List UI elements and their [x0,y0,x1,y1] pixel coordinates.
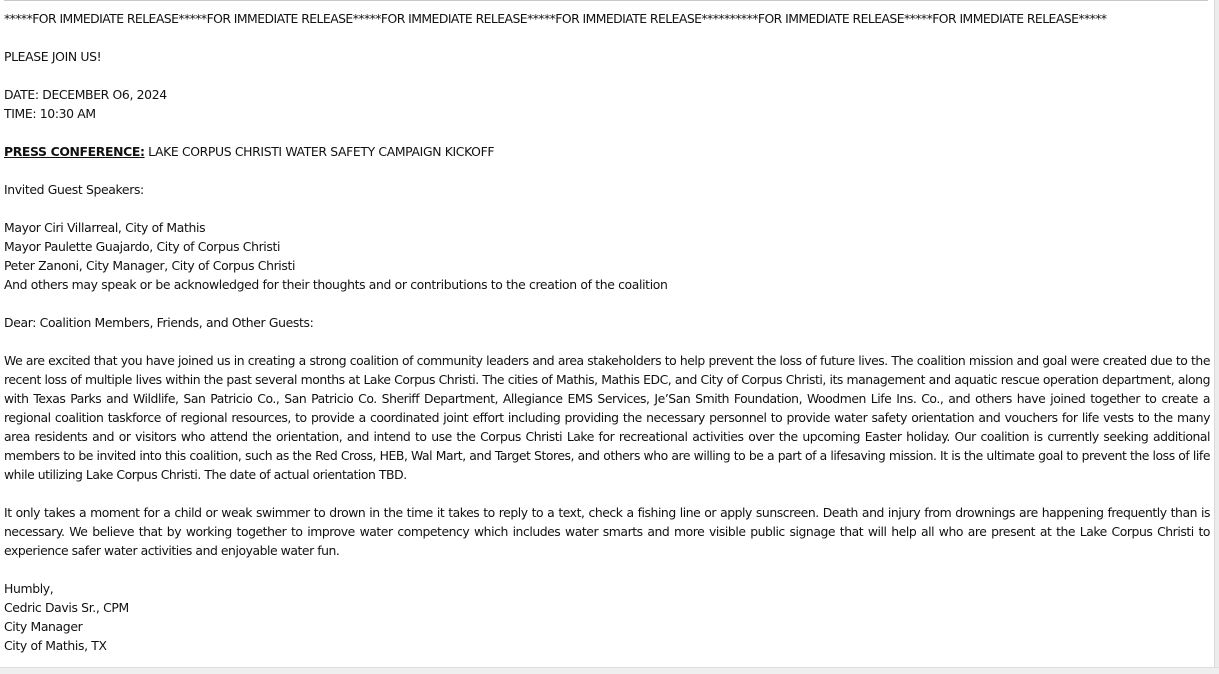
signature-name: Cedric Davis Sr., CPM [4,600,129,615]
invite-line: PLEASE JOIN US! [4,49,102,64]
time-line: TIME: 10:30 AM [4,106,96,121]
speakers-heading: Invited Guest Speakers: [4,182,144,197]
spacer [4,199,1210,218]
press-conference-line [4,142,1210,161]
vertical-scrollbar[interactable] [1214,0,1219,668]
spacer [4,294,1210,313]
spacer [4,332,1210,351]
speaker-item: Mayor Paulette Guajardo, City of Corpus Christi [4,239,281,254]
signature-title: City Manager [4,619,83,634]
salutation: Dear: Coalition Members, Friends, and Other Guests: [4,315,314,330]
date-line: DATE: DECEMBER O6, 2024 [4,87,167,102]
spacer [4,560,1210,579]
horizontal-scrollbar[interactable] [0,667,1219,674]
speaker-item: And others may speak or be acknowledged for their thoughts and or contributions to the creation of the coalition [4,277,668,292]
signature-org: City of Mathis, TX [4,638,107,653]
spacer [4,123,1210,142]
spacer [4,28,1210,47]
speaker-item: Peter Zanoni, City Manager, City of Corpus Christi [4,258,296,273]
spacer [4,66,1210,85]
closing: Humbly, [4,581,54,596]
release-banner: *****FOR IMMEDIATE RELEASE*****FOR IMMEDIATE RELEASE*****FOR IMMEDIATE RELEASE*****FOR IMMEDIATE RELEASE**********FOR IMMEDIATE RELEASE*****FOR IMMEDIATE RELEASE***** [4,11,1107,26]
top-border [4,0,1208,3]
body-paragraph-1: We are excited that you have joined us in creating a strong coalition of community leaders and area stakeholders to help prevent the loss of future lives. The coalition mission and goal were created due to the recent loss of multiple lives within the past several months at Lake Corpus Christi. The cities of Mathis, Mathis EDC, and City of Corpus Christi, its management and aquatic rescue operation department, along with Texas Parks and Wildlife, San Patricio Co., San Patricio Co. Sheriff Department, Allegiance EMS Services, Je’San Smith Foundation, Woodmen Life Ins. Co., and others have joined together to create a regional coalition taskforce of regional resources, to provide a coordinated joint effort including providing the necessary personnel to provide water safety orientation and vouchers for life vests to the many area residents and or visitors who attend the orientation, and intend to use the Corpus Christi Lake for recreational activities over the upcoming Easter holiday. Our coalition is currently seeking additional members to be invited into this coalition, such as the Red Cross, HEB, Wal Mart, and Target Stores, and others who are willing to be a part of a lifesaving mission. It is the ultimate goal to prevent the loss of life while utilizing Lake Corpus Christi. The date of actual orientation TBD. [4,353,1210,482]
speaker-item: Mayor Ciri Villarreal, City of Mathis [4,220,206,235]
press-release-document [4,9,1210,655]
press-conference-title: LAKE CORPUS CHRISTI WATER SAFETY CAMPAIGN KICKOFF [144,144,495,159]
spacer [4,484,1210,503]
body-paragraph-2: It only takes a moment for a child or weak swimmer to drown in the time it takes to reply to a text, check a fishing line or apply sunscreen. Death and injury from drownings are happening frequently than is necessary. We believe that by working together to improve water competency which includes water smarts and more visible public signage that will help all who are present at the Lake Corpus Christi to experience safer water activities and enjoyable water fun. [4,505,1210,558]
spacer [4,161,1210,180]
press-conference-label: PRESS CONFERENCE: [4,144,145,159]
